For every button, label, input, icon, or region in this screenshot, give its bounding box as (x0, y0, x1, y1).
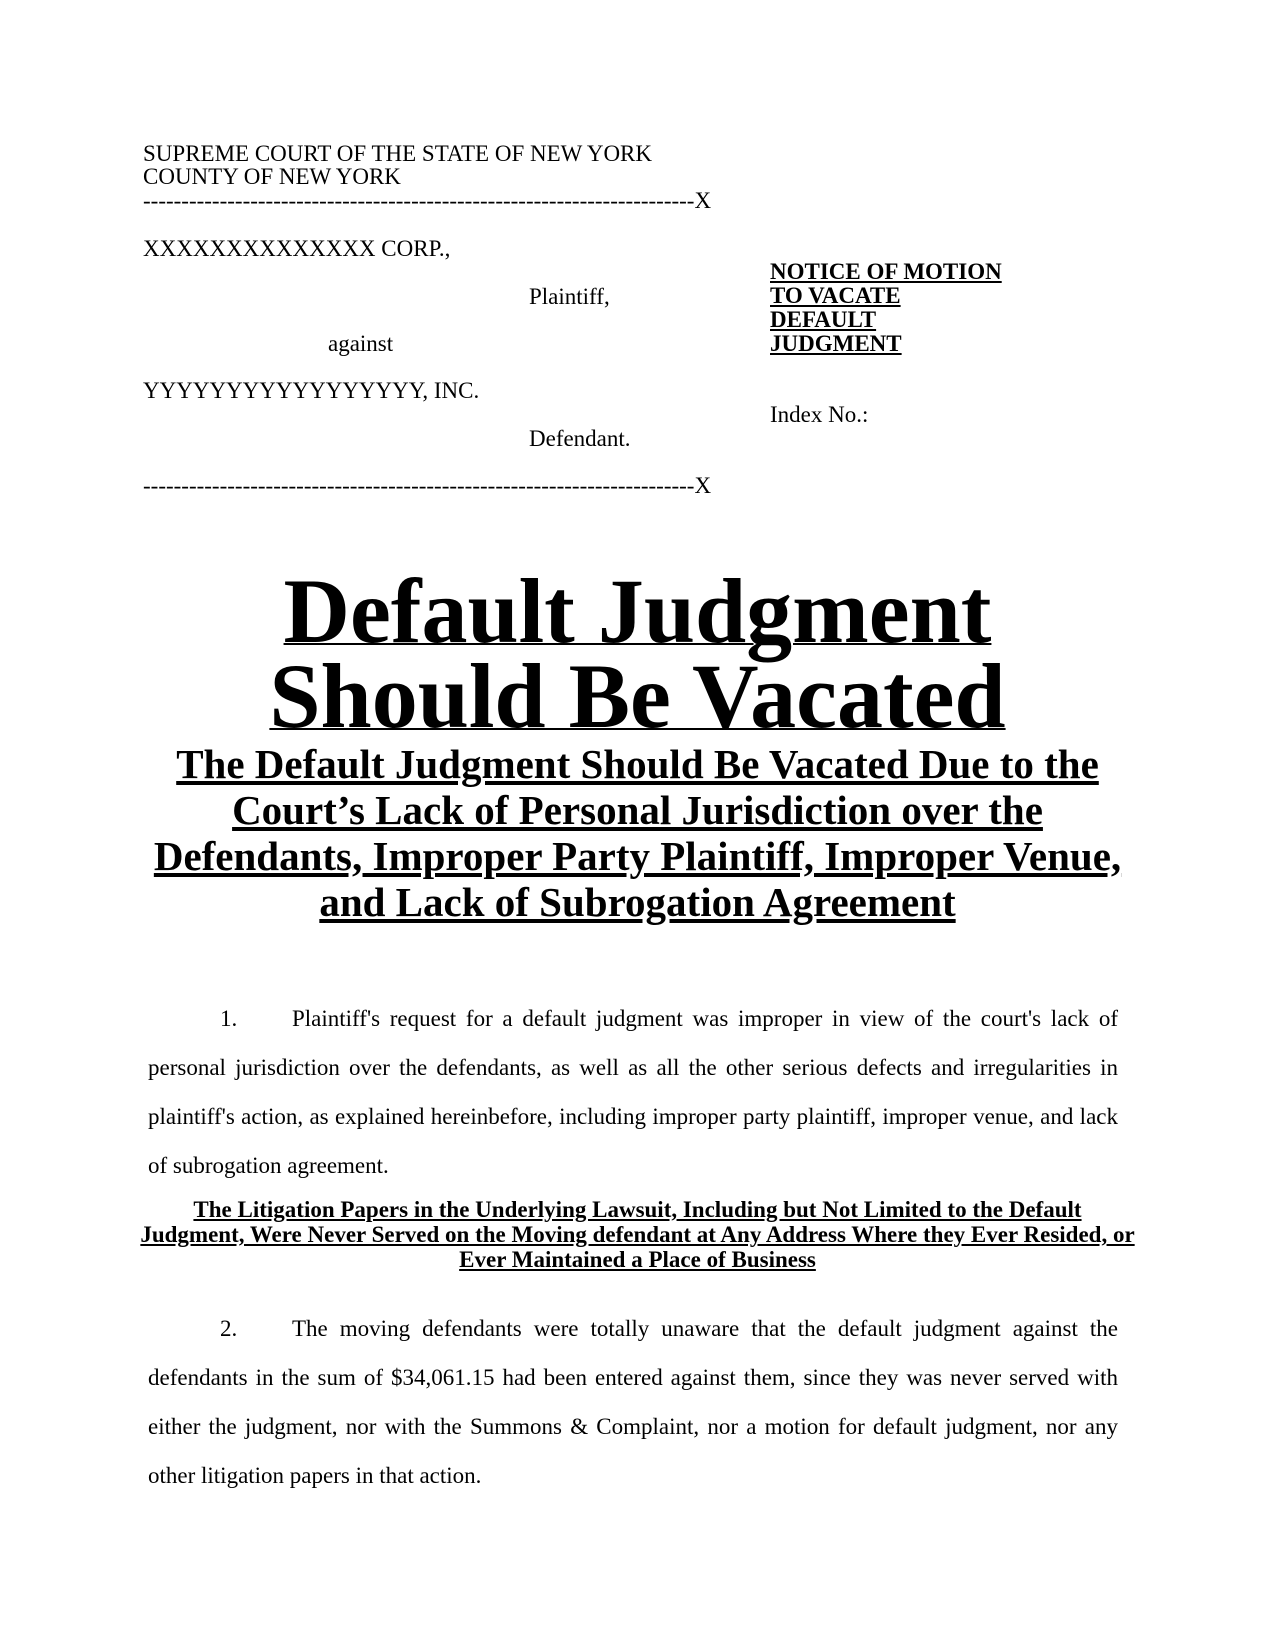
motion-title-line1: NOTICE OF MOTION (770, 259, 1002, 284)
motion-title-line4: JUDGMENT (770, 331, 902, 356)
plaintiff-label: Plaintiff, (529, 284, 610, 309)
main-title-line1: Default Judgment (283, 560, 992, 662)
paragraph-number: 2. (220, 1316, 238, 1341)
section-heading: The Litigation Papers in the Underlying Lawsuit, Including but Not Limited to the Default Judgment, Were Never Served on the Moving defendant at Any Address Where they Ever Resided, or Ever Maintained a Place of Business (140, 1197, 1135, 1272)
motion-title-line2: TO VACATE (770, 283, 901, 308)
county-name: COUNTY OF NEW YORK (143, 164, 401, 189)
paragraph-2 (148, 1304, 1118, 1500)
court-name: SUPREME COURT OF THE STATE OF NEW YORK (143, 141, 653, 166)
paragraph-1 (148, 994, 1118, 1190)
index-number-label: Index No.: (770, 402, 869, 427)
defendant-label: Defendant. (529, 426, 631, 451)
main-title-line2: Should Be Vacated (269, 645, 1006, 747)
against-label: against (328, 331, 394, 356)
plaintiff-name: XXXXXXXXXXXXXX CORP., (143, 236, 451, 261)
motion-title-line3: DEFAULT (770, 307, 877, 332)
subtitle: The Default Judgment Should Be Vacated Due to the Court’s Lack of Personal Jurisdiction over the Defendants, Improper Party Plaintiff, Improper Venue, and Lack of Subrogation Agreement (153, 741, 1122, 925)
paragraph-text: The moving defendants were totally unaware that the default judgment against the defendants in the sum of $34,061.15 had been entered against them, since they was never served with either the judgment, nor with the Summons & Complaint, nor a motion for default judgment, nor any other litigation papers in that action. (148, 1316, 1118, 1488)
paragraph-number: 1. (220, 1006, 238, 1031)
paragraph-text: Plaintiff's request for a default judgment was improper in view of the court's lack of personal jurisdiction over the defendants, as well as all the other serious defects and irregularities in plaintiff's action, as explained hereinbefore, including improper party plaintiff, improper venue, and lack of subrogation agreement. (148, 1006, 1118, 1178)
caption-rule-top: ------------------------------------------------------------------------X (143, 188, 712, 213)
defendant-name: YYYYYYYYYYYYYYYYY, INC. (143, 378, 480, 403)
caption-rule-bottom: ------------------------------------------------------------------------X (143, 473, 712, 498)
